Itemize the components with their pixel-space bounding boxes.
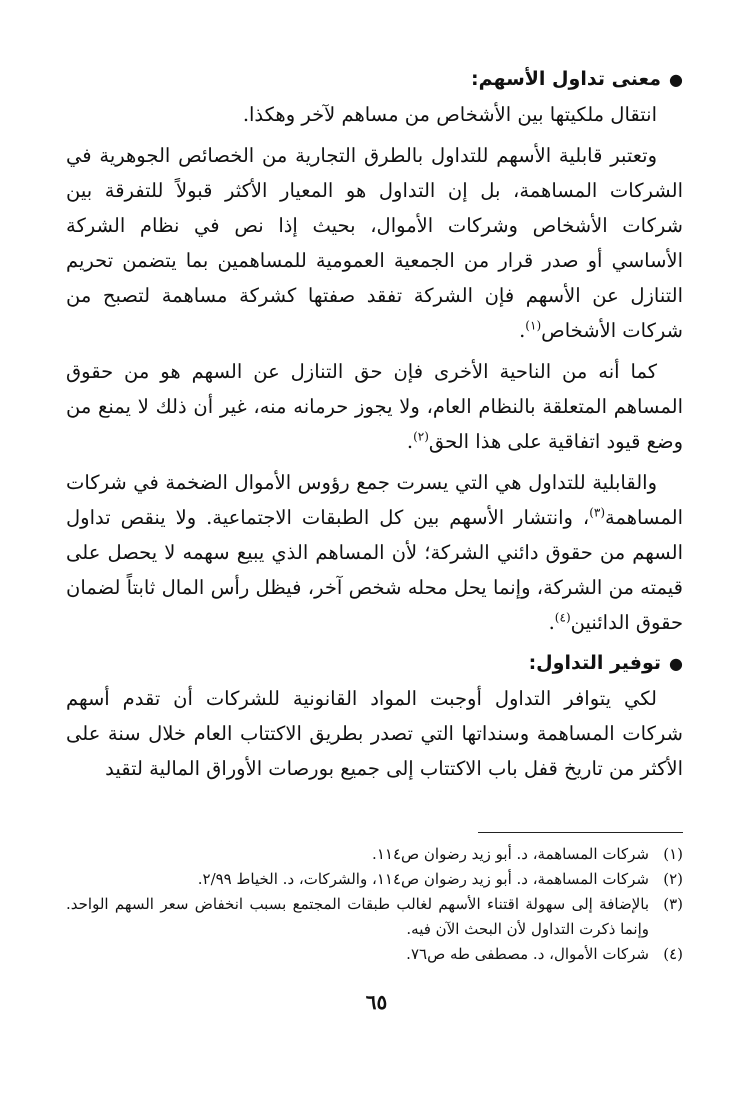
paragraph-3-text-b: ، وانتشار الأسهم بين كل الطبقات الاجتماعية. ولا ينقص تداول السهم من حقوق دائني الشركة؛ لأن المساهم الذي يبيع سهمه لا يحصل على قيمته من الشركة، وإنما يحل محله شخص آخر، فيظل رأس المال ثابتاً لضمان حقوق الدائنين (66, 506, 683, 634)
main-text (66, 62, 683, 786)
footnote-text: شركات الأموال، د. مصطفى طه ص٧٦. (406, 945, 649, 963)
footnote-text: شركات المساهمة، د. أبو زيد رضوان ص١١٤، والشركات، د. الخياط ٢/٩٩. (197, 870, 649, 888)
bullet-icon: ● (669, 654, 683, 673)
section-heading-providing (66, 646, 683, 681)
paragraph-2-end: . (406, 430, 414, 453)
footnote-item (66, 842, 683, 867)
footnote-number: (١) (663, 845, 683, 863)
footnote-divider (478, 832, 683, 833)
paragraph-3 (66, 465, 683, 640)
section-heading-meaning (66, 62, 683, 97)
paragraph-4: لكي يتوافر التداول أوجبت المواد القانونية للشركات أن تقدم أسهم شركات المساهمة وسنداتها التي تصدر بطريق الاكتتاب العام خلال سنة على الأكثر من تاريخ قفل باب الاكتتاب إلى جميع بورصات الأوراق المالية لتقيد (66, 687, 683, 780)
footnote-ref-4: (٤) (554, 610, 571, 625)
paragraph-1 (66, 138, 683, 348)
footnote-text: شركات المساهمة، د. أبو زيد رضوان ص١١٤. (372, 845, 649, 863)
footnotes (66, 842, 683, 967)
paragraph-2 (66, 354, 683, 459)
footnote-item (66, 892, 683, 942)
footnote-ref-2: (٢) (413, 429, 429, 444)
paragraph-1-text: وتعتبر قابلية الأسهم للتداول بالطرق التجارية من الخصائص الجوهرية في الشركات المساهمة، بل إن التداول هو المعيار الأكثر قبولاً للتفرقة بين شركات الأشخاص وشركات الأموال، بحيث إذا نص في نظام الشركة الأساسي أو صدر قرار من الجمعية العمومية للمساهمين بما يتضمن تحريم التنازل عن الأسهم فإن الشركة تفقد صفتها كشركة مساهمة لتصبح من شركات الأشخاص (66, 144, 683, 342)
section-heading-meaning-text: معنى تداول الأسهم: (471, 68, 662, 90)
bullet-icon: ● (669, 70, 683, 89)
paragraph-3-text-a: والقابلية للتداول هي التي يسرت جمع رؤوس الأموال الضخمة في شركات المساهمة (66, 471, 683, 529)
footnote-ref-1: (١) (525, 318, 542, 333)
section-heading-providing-text: توفير التداول: (528, 652, 662, 674)
footnote-number: (٣) (663, 895, 683, 913)
footnote-number: (٤) (663, 945, 683, 963)
paragraph-3-end: . (548, 611, 555, 634)
footnote-item (66, 867, 683, 892)
paragraph-2-text: كما أنه من الناحية الأخرى فإن حق التنازل عن السهم هو من حقوق المساهم المتعلقة بالنظام العام، ولا يجوز حرمانه منه، غير أن ذلك لا يمنع من وضع قيود اتفاقية على هذا الحق (66, 360, 683, 453)
page-number: ٦٥ (365, 990, 388, 1014)
footnote-number: (٢) (663, 870, 683, 888)
footnote-item (66, 942, 683, 967)
definition-line: انتقال ملكيتها بين الأشخاص من مساهم لآخر وهكذا. (242, 103, 657, 126)
paragraph-1-end: . (519, 319, 526, 342)
footnote-ref-3: (٣) (589, 505, 606, 520)
footnote-text: بالإضافة إلى سهولة اقتناء الأسهم لغالب طبقات المجتمع بسبب انخفاض سعر السهم الواحد. وإنما ذكرت التداول لأن البحث الآن فيه. (66, 895, 649, 938)
